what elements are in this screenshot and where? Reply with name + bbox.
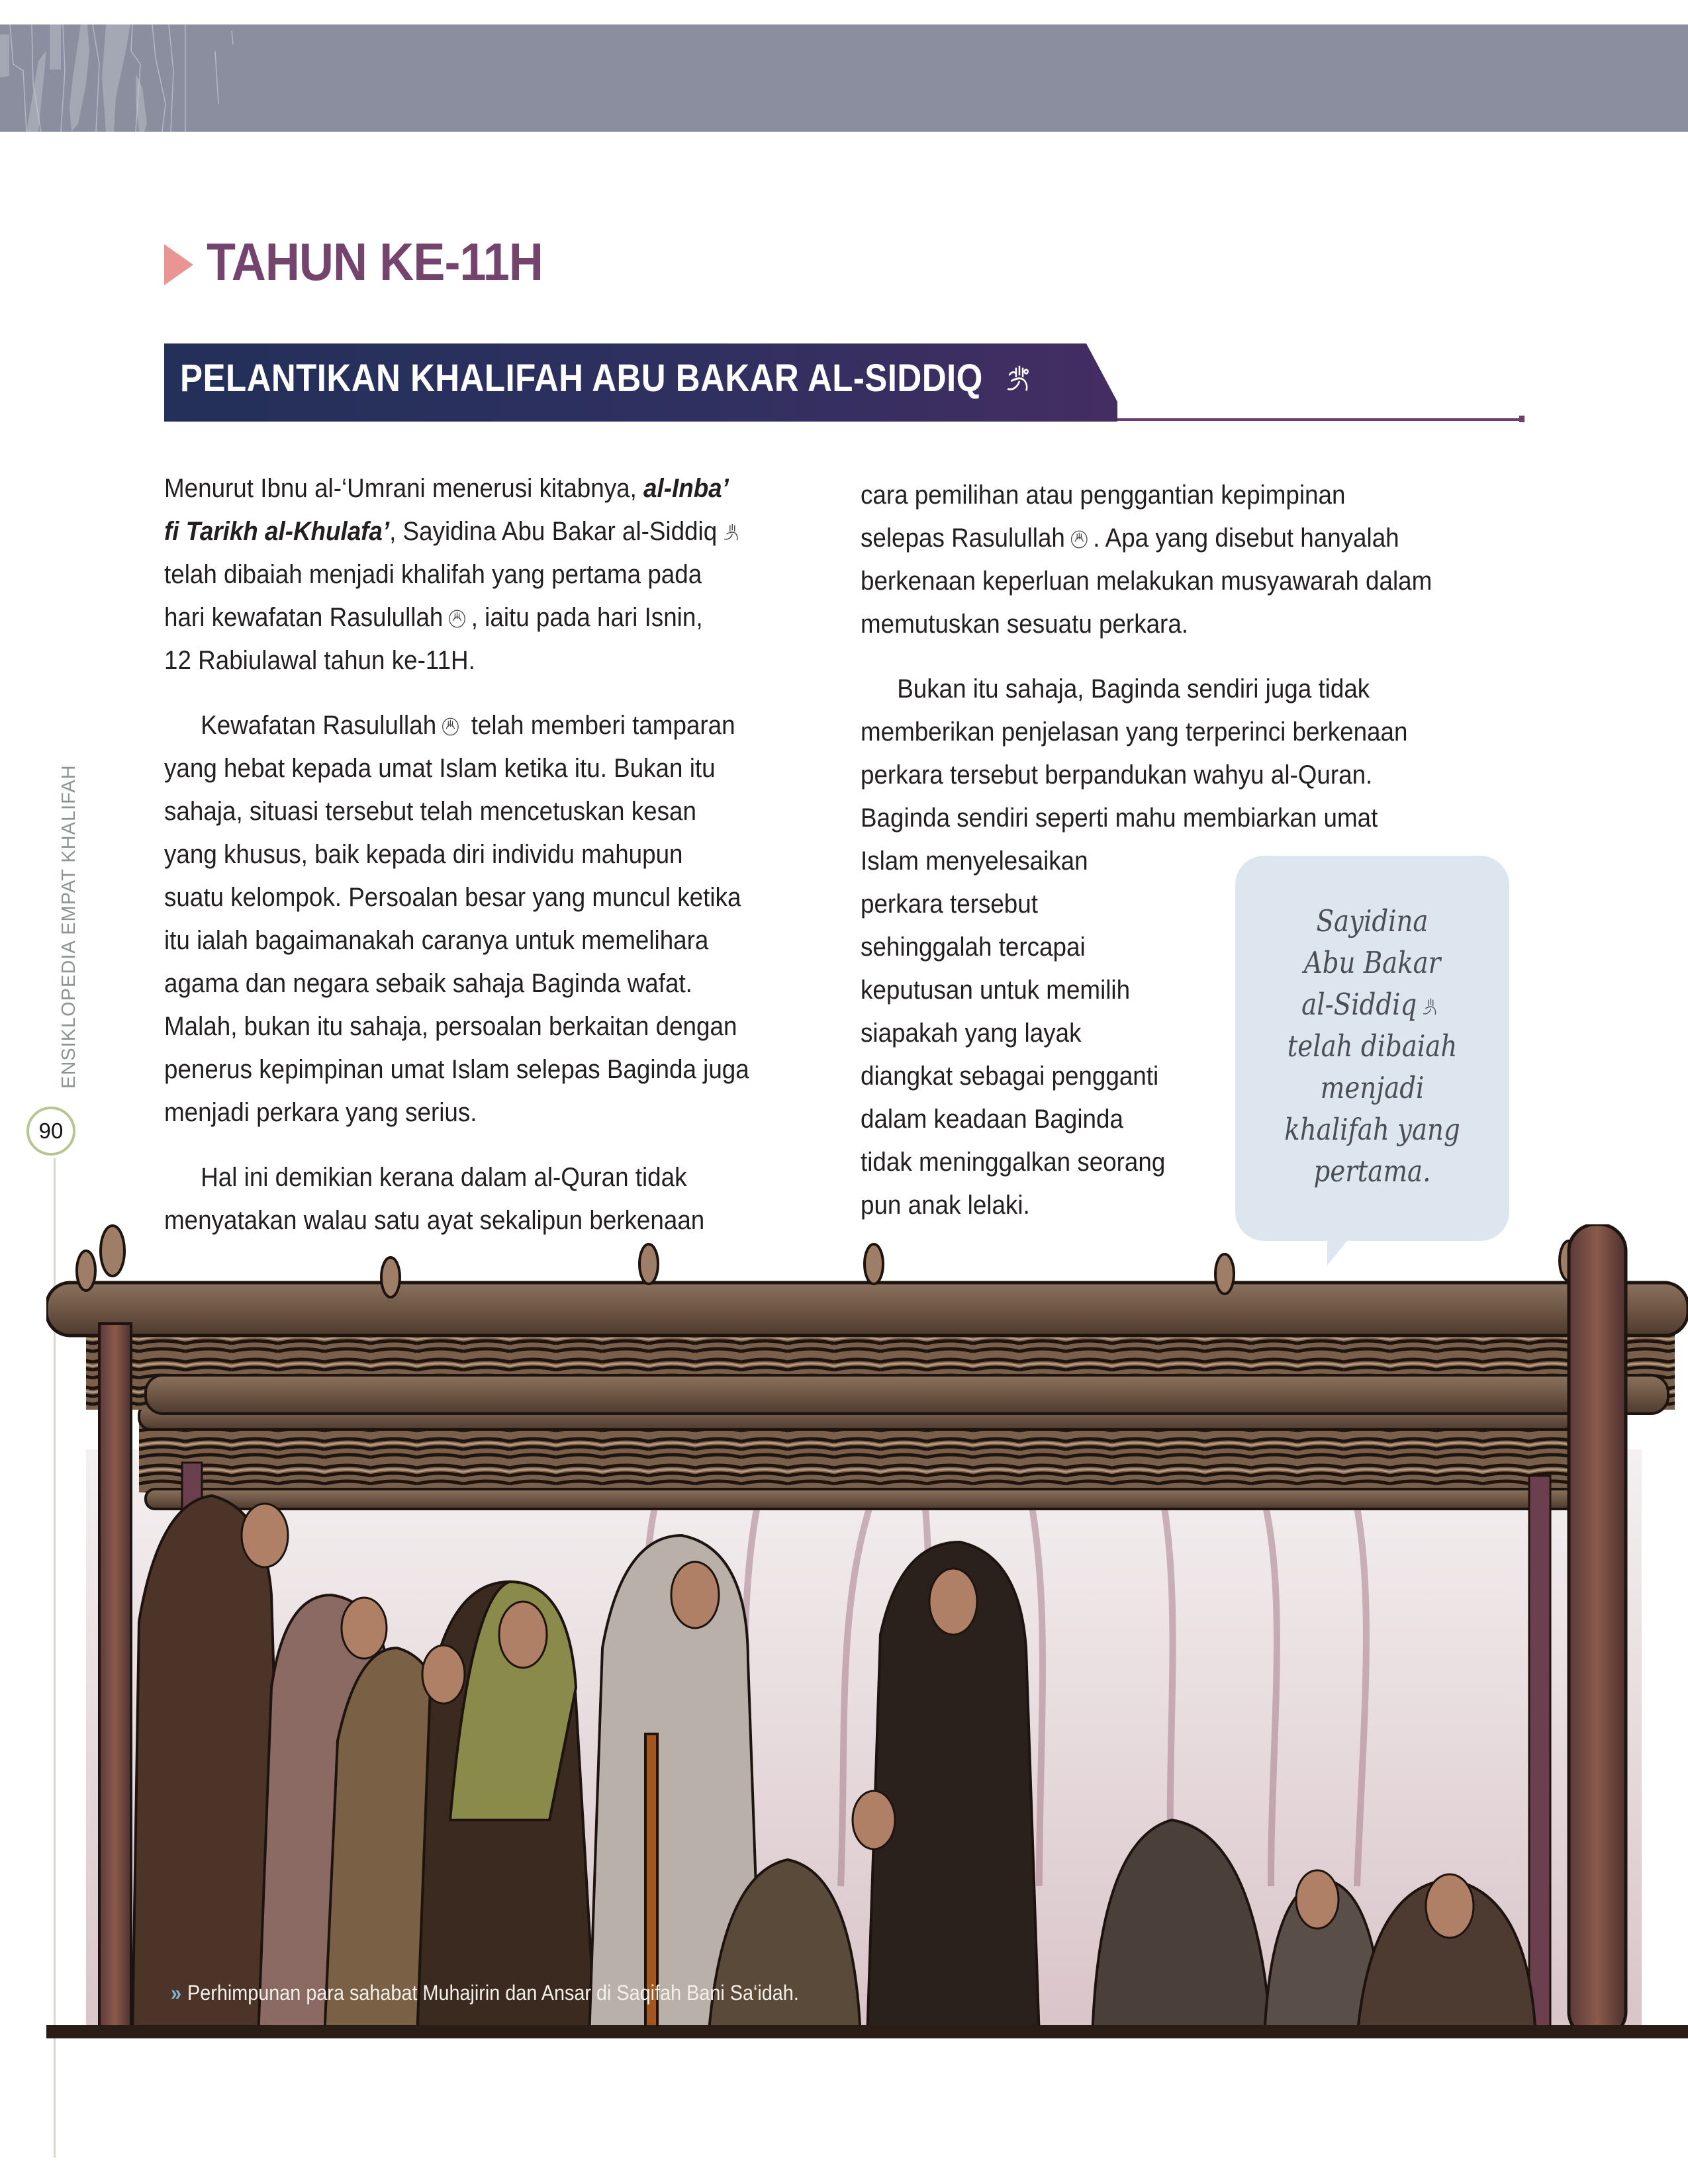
book-title-cont: fi Tarikh al-Khulafa’ <box>164 517 390 546</box>
pull-quote-line: Abu Bakar <box>1303 945 1441 980</box>
text-line: berkenaan keperluan melakukan musyawarah dalam <box>861 567 1432 596</box>
left-column <box>164 467 833 1264</box>
text-span: Menurut Ibnu al-‘Umrani menerusi kitabnya, <box>164 474 644 503</box>
section-rule-end <box>1519 416 1524 422</box>
text-line: Hal ini demikian kerana dalam al-Quran tidak <box>201 1163 687 1192</box>
pull-quote-text <box>1235 900 1509 1192</box>
text-line: keputusan untuk memilih <box>861 976 1131 1005</box>
text-line: memutuskan sesuatu perkara. <box>861 610 1189 639</box>
text-span: telah memberi tamparan <box>464 711 735 740</box>
text-line: telah dibaiah menjadi khalifah yang pertama pada <box>164 560 702 589</box>
text-line: suatu kelompok. Persoalan besar yang muncul ketika <box>164 883 741 912</box>
sallallahu-alaihi-wasallam-icon <box>445 600 469 623</box>
radhiallahu-anhu-icon <box>1419 987 1441 1010</box>
pull-quote-line: pertama. <box>1313 1154 1431 1189</box>
text-line: dalam keadaan Baginda <box>861 1105 1123 1134</box>
text-span: Kewafatan Rasulullah <box>201 711 437 740</box>
world-map-icon <box>0 24 1688 132</box>
text-line: perkara tersebut berpandukan wahyu al-Quran. <box>861 760 1373 790</box>
text-line: Islam menyelesaikan <box>861 846 1088 876</box>
text-line: memberikan penjelasan yang terperinci berkenaan <box>861 717 1408 747</box>
text-line: agama dan negara sebaik sahaja Baginda wafat. <box>164 969 692 998</box>
text-span: . Apa yang disebut hanyalah <box>1093 523 1399 553</box>
text-line: pun anak lelaki. <box>861 1191 1030 1220</box>
text-line: penerus kepimpinan umat Islam selepas Baginda juga <box>164 1055 749 1084</box>
double-chevron-right-icon: » <box>171 1981 182 2005</box>
pull-quote-line: khalifah yang <box>1284 1112 1460 1147</box>
paragraph-4 <box>861 474 1529 646</box>
text-line: tidak meninggalkan seorang <box>861 1148 1166 1177</box>
illustration-caption <box>171 1981 799 2005</box>
pull-quote-tail <box>1327 1238 1350 1265</box>
triangle-right-icon <box>164 244 193 285</box>
text-span: hari kewafatan Rasulullah <box>164 603 444 632</box>
paragraph-1 <box>164 467 833 682</box>
text-line: diangkat sebagai pengganti <box>861 1062 1159 1091</box>
section-rule <box>1117 418 1521 421</box>
text-line: Baginda sendiri seperti mahu membiarkan umat <box>861 803 1378 833</box>
text-line: Bukan itu sahaja, Baginda sendiri juga tidak <box>897 674 1370 704</box>
year-heading-text: TAHUN KE-11H <box>207 232 543 291</box>
text-line: perkara tersebut <box>861 889 1038 919</box>
sallallahu-alaihi-wasallam-icon <box>439 708 462 731</box>
pull-quote-line: telah dibaiah <box>1287 1028 1458 1064</box>
text-span: selepas Rasulullah <box>861 523 1065 553</box>
honorific-icon <box>1001 361 1035 396</box>
text-line: yang khusus, baik kepada diri individu mahupun <box>164 840 683 869</box>
text-line: cara pemilihan atau penggantian kepimpinan <box>861 480 1346 510</box>
text-line: 12 Rabiulawal tahun ke-11H. <box>164 646 475 675</box>
map-banner <box>0 24 1688 132</box>
illustration-saqifah <box>46 1224 1688 2038</box>
pull-quote-line <box>1254 983 1490 1025</box>
book-title: al-Inba’ <box>643 474 729 503</box>
text-span: , Sayidina Abu Bakar al-Siddiq <box>389 517 718 546</box>
running-head: ENSIKLOPEDIA EMPAT KHALIFAH <box>58 764 79 1089</box>
paragraph-2 <box>164 704 833 1134</box>
text-line: siapakah yang layak <box>861 1019 1082 1048</box>
section-title-text: PELANTIKAN KHALIFAH ABU BAKAR AL-SIDDIQ <box>180 357 983 400</box>
text-span: , iaitu pada hari Isnin, <box>471 603 703 632</box>
text-line: Malah, bukan itu sahaja, persoalan berkaitan dengan <box>164 1012 737 1041</box>
text-line: sehinggalah tercapai <box>861 933 1086 962</box>
year-heading <box>164 232 580 293</box>
text-line: itu ialah bagaimanakah caranya untuk memelihara <box>164 926 709 955</box>
page-number: 90 <box>26 1107 75 1156</box>
text-line: sahaja, situasi tersebut telah mencetuskan kesan <box>164 797 696 826</box>
text-line: menyatakan walau satu ayat sekalipun berkenaan <box>164 1206 705 1235</box>
text-line: menjadi perkara yang serius. <box>164 1098 477 1127</box>
sallallahu-alaihi-wasallam-icon <box>1068 521 1091 543</box>
caption-text: Perhimpunan para sahabat Muhajirin dan Ansar di Saqifah Bani Sa‘idah. <box>187 1981 799 2005</box>
illustration-art <box>46 1224 1688 2038</box>
radhiallahu-anhu-icon <box>720 514 743 537</box>
pull-quote-line: menjadi <box>1320 1070 1425 1105</box>
text-line: yang hebat kepada umat Islam ketika itu. Bukan itu <box>164 754 716 783</box>
pull-quote-line-text: al-Siddiq <box>1301 987 1417 1022</box>
section-title <box>180 356 1037 400</box>
pull-quote-line: Sayidina <box>1316 903 1429 938</box>
